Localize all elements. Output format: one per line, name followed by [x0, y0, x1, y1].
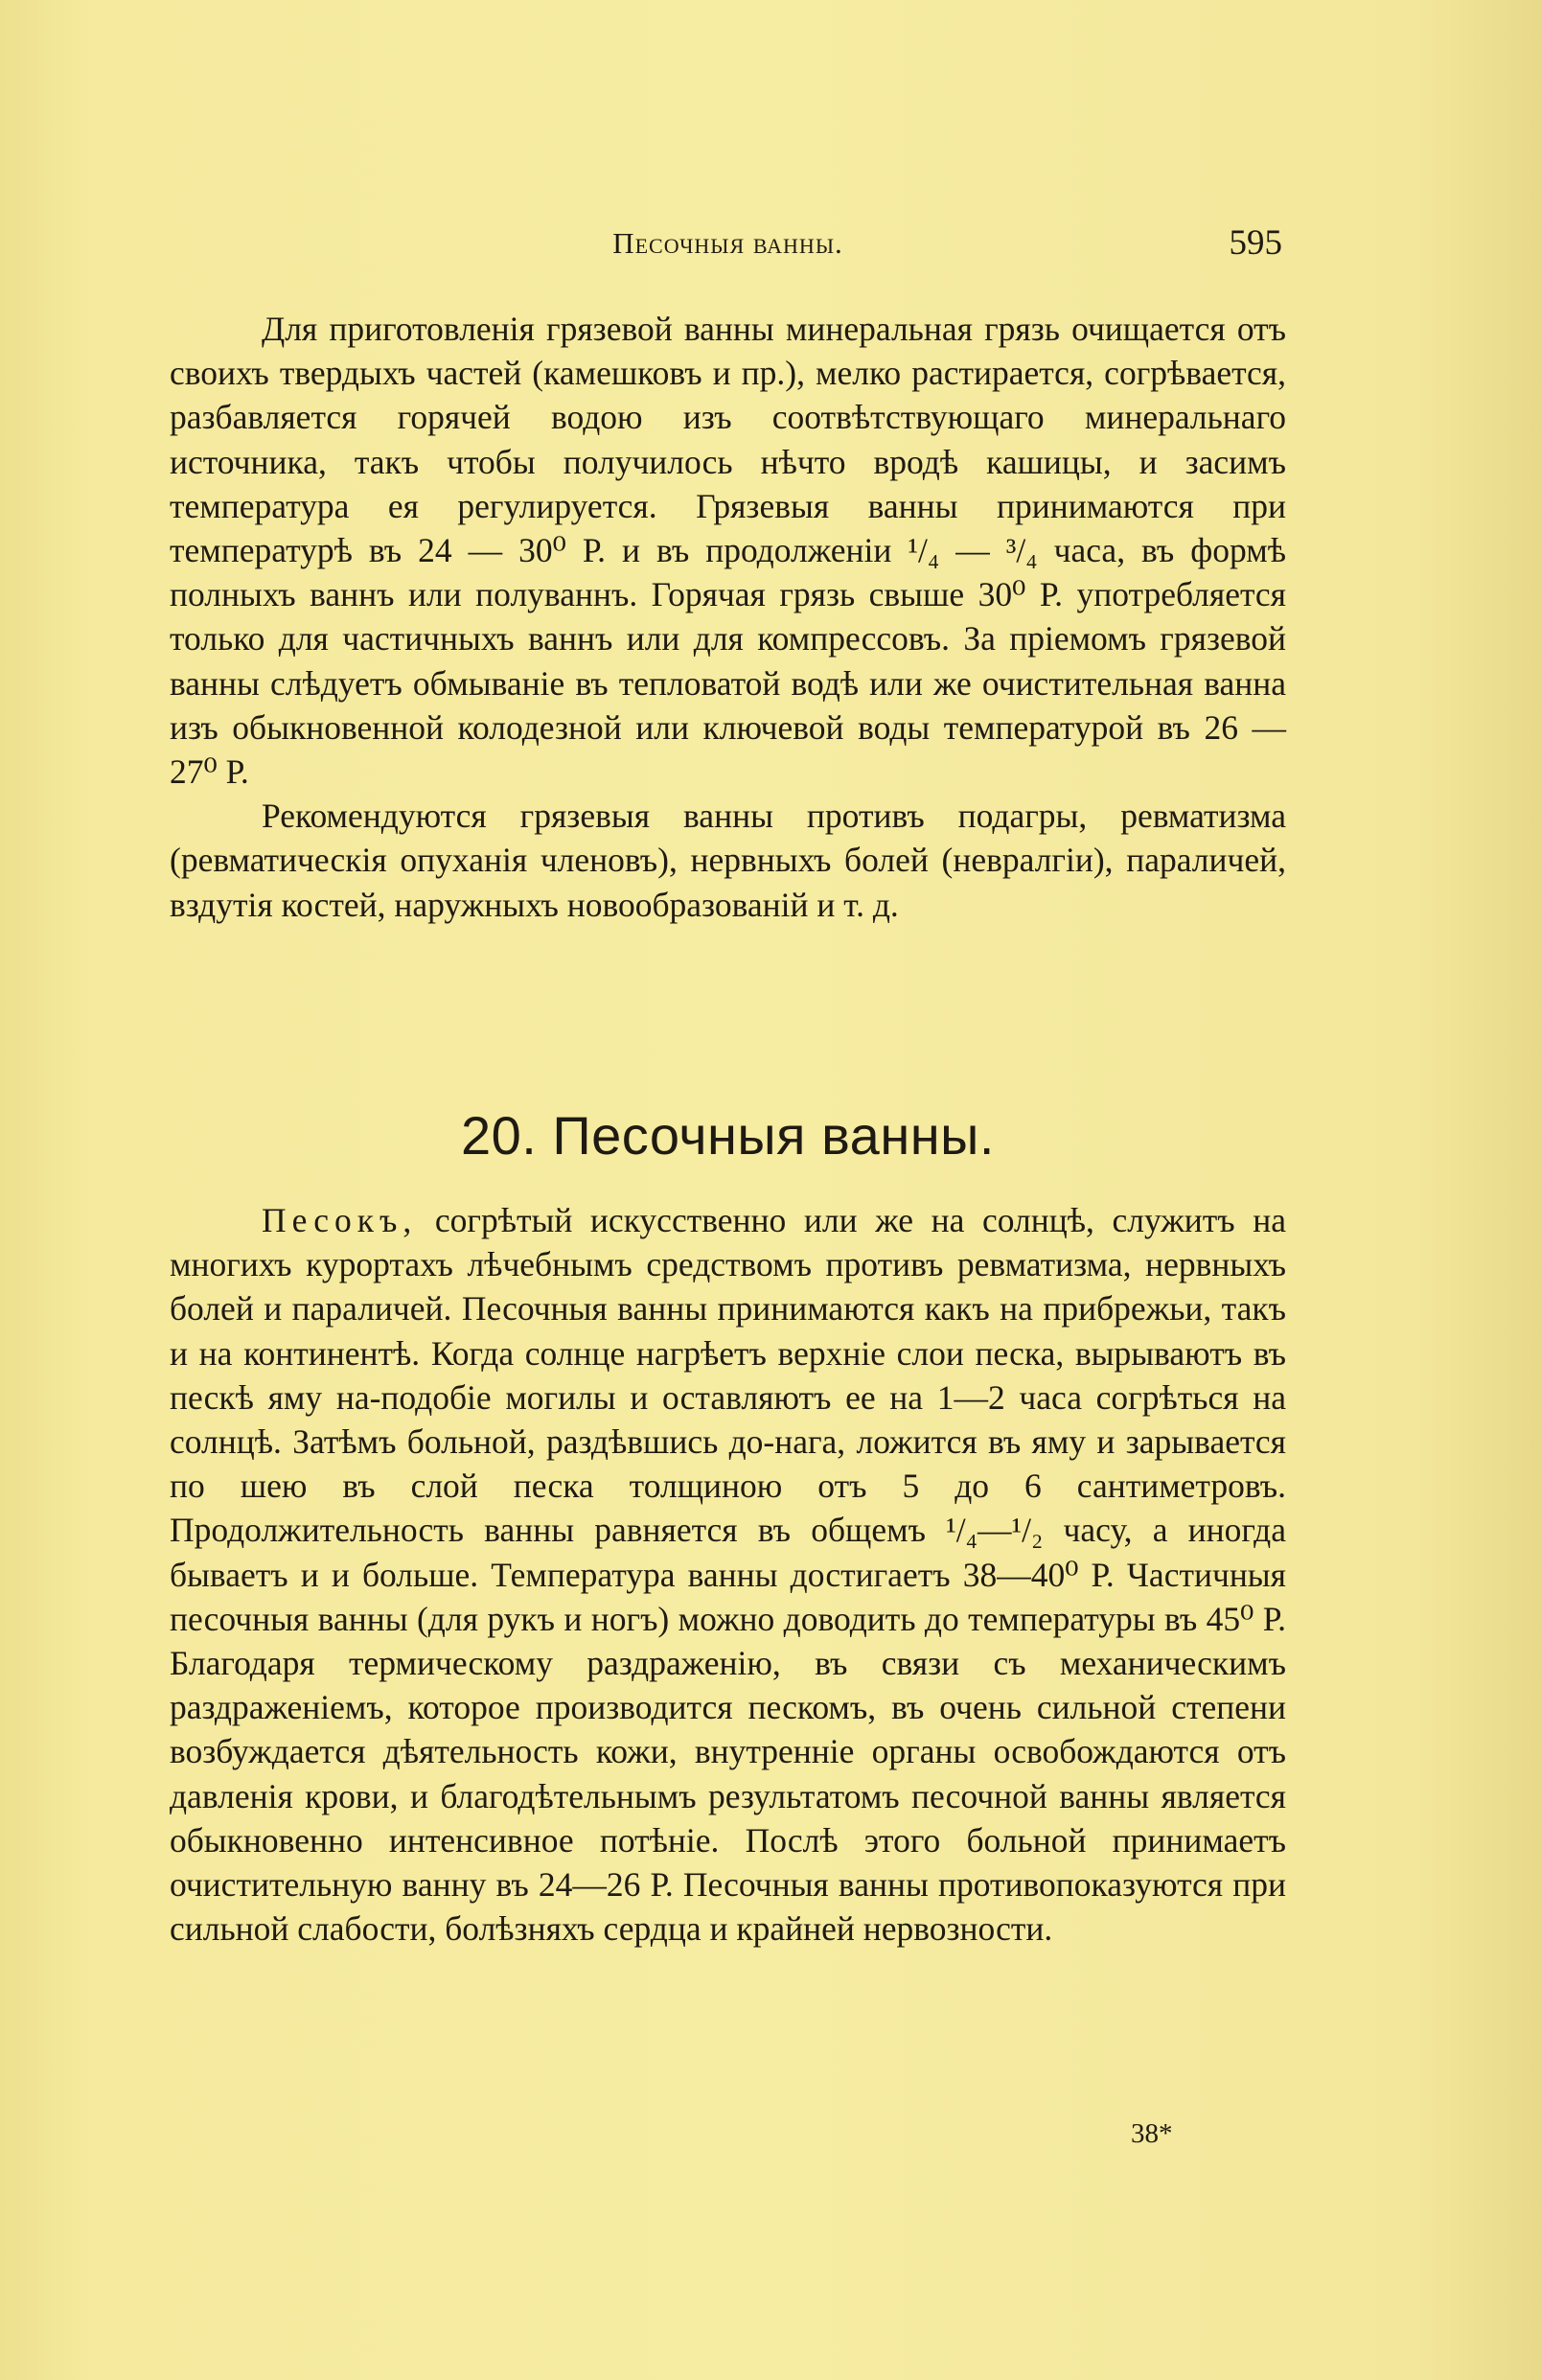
lead-word: Песокъ, [262, 1201, 418, 1239]
page-number: 595 [1229, 223, 1282, 263]
mud-bath-text [170, 307, 1286, 927]
paragraph [170, 1198, 1286, 1951]
section-heading: 20. Песочныя ванны. [460, 1105, 995, 1166]
sand-bath-text [170, 1198, 1286, 1951]
signature-mark: 38* [1131, 2118, 1173, 2149]
running-head [170, 222, 1286, 270]
running-title: Песочныя ванны. [612, 226, 843, 260]
paragraph: Для приготовленія грязевой ванны минеральная грязь очищается отъ своихъ твердыхъ частей (камешковъ и пр.), мелко растирается, согрѣвается, разбавляется горячей водою изъ соотвѣтствующаго минеральнаго источника, такъ чтобы получилось нѣчто вродѣ кашицы, и засимъ температура ея регулируется. Грязевыя ванны принимаются при температурѣ въ 24 — 30⁰ Р. и въ продолженіи ¹/₄ — ³/₄ часа, въ формѣ полныхъ ваннъ или полуваннъ. Горячая грязь свыше 30⁰ Р. употребляется только для частичныхъ ваннъ или для компрессовъ. За пріемомъ грязевой ванны слѣдуетъ обмываніе въ тепловатой водѣ или же очистительная ванна изъ обыкновенной колодезной или ключевой воды температурой въ 26 — 27⁰ Р. [170, 310, 1286, 792]
paragraph: Рекомендуются грязевыя ванны противъ подагры, ревматизма (ревматическія опуханія членовъ), нервныхъ болей (невралгіи), параличей, вздутія костей, наружныхъ новообразованій и т. д. [170, 797, 1286, 924]
paragraph-text: согрѣтый искусственно или же на солнцѣ, служитъ на многихъ курортахъ лѣчебнымъ средствомъ противъ ревматизма, нервныхъ болей и параличей. Песочныя ванны принимаются какъ на прибрежьи, такъ и на континентѣ. Когда солнце нагрѣетъ верхніе слои песка, вырываютъ въ пескѣ яму на-подобіе могилы и оставляютъ ее на 1—2 часа согрѣться на солнцѣ. Затѣмъ больной, раздѣвшись до-нага, ложится въ яму и зарывается по шею въ слой песка толщиною отъ 5 до 6 сантиметровъ. Продолжительность ванны равняется въ общемъ ¹/₄—¹/₂ часу, а иногда бываетъ и и больше. Температура ванны достигаетъ 38—40⁰ Р. Частичныя песочныя ванны (для рукъ и ногъ) можно доводить до температуры въ 45⁰ Р. Благодаря термическому раздраженію, въ связи съ механическимъ раздраженіемъ, которое производится пескомъ, въ очень сильной степени возбуждается дѣятельность кожи, внутренніе органы освобождаются отъ давленія крови, и благодѣтельнымъ результатомъ песочной ванны является обыкновенно интенсивное потѣніе. Послѣ этого больной принимаетъ очистительную ванну въ 24—26 Р. Песочныя ванны противопоказуются при сильной слабости, болѣзняхъ сердца и крайней нервозности. [170, 1201, 1286, 1949]
